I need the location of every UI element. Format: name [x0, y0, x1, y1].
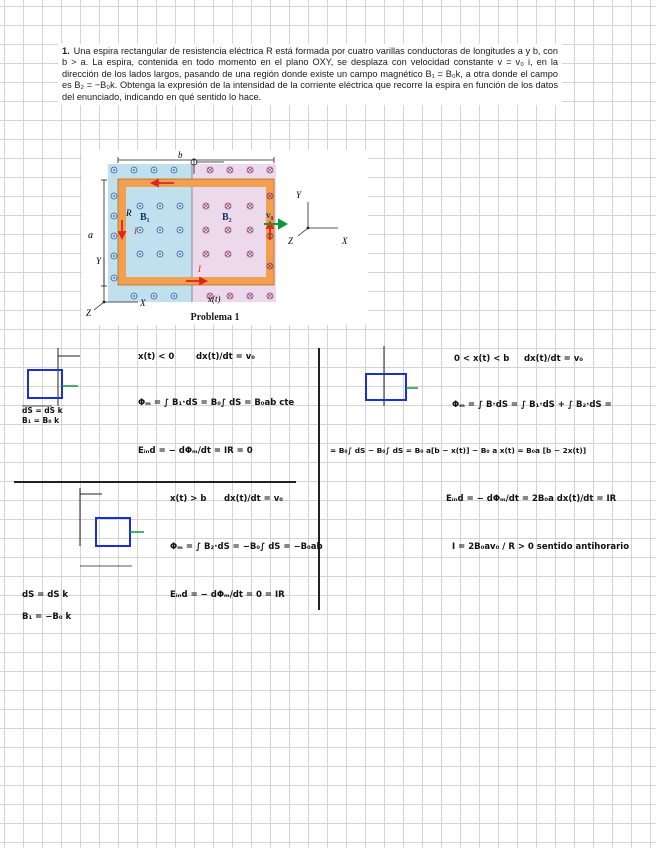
- loop-diagram: [82, 150, 368, 325]
- case3-b1: B₁ = −B₀ k: [22, 612, 72, 622]
- label-y-fig: Y: [96, 256, 102, 266]
- label-b: b: [178, 150, 183, 160]
- figure-caption: Problema 1: [190, 312, 240, 323]
- case3-sketch: [66, 484, 146, 574]
- label-i-left: I: [134, 226, 137, 236]
- label-b2: B₂: [222, 212, 232, 223]
- case3-rate: dx(t)/dt = v₀: [224, 494, 283, 504]
- label-xt: x(t): [208, 294, 221, 304]
- case1-rate: dx(t)/dt = v₀: [196, 352, 255, 362]
- label-r: R: [126, 208, 132, 218]
- case1-flux: Φₘ = ∫ B₁·dS = B₀∫ dS = B₀ab cte: [138, 398, 295, 408]
- case3-flux: Φₘ = ∫ B₂·dS = −B₀∫ dS = −B₀ab: [170, 542, 323, 552]
- case2-rate: dx(t)/dt = v₀: [524, 354, 583, 364]
- label-z-fig: Z: [86, 308, 92, 318]
- case1-condition: x(t) < 0: [138, 352, 175, 362]
- case1-ds: dS = dS k: [22, 406, 63, 415]
- label-x-axis: X: [342, 236, 348, 246]
- case2-current: I = 2B₀av₀ / R > 0 sentido antihorario: [452, 542, 630, 552]
- label-i-bottom: I: [198, 264, 201, 274]
- label-b1: B₁: [140, 212, 150, 223]
- case2-condition: 0 < x(t) < b: [454, 354, 510, 364]
- case2-emf: Eᵢₙd = − dΦₘ/dt = 2B₀a dx(t)/dt = IR: [446, 494, 617, 504]
- case3-emf: Eᵢₙd = − dΦₘ/dt = 0 = IR: [170, 590, 285, 600]
- case1-b1: B₁ = B₀ k: [22, 416, 60, 425]
- label-a: a: [88, 230, 93, 241]
- notes-divider-horizontal: [14, 481, 296, 483]
- problem-text: Una espira rectangular de resistencia eléctrica R está formada por cuatro varillas conductoras de longitudes a y b, con b > a. La espira, contenida en todo momento en el plano OXY, se desplaza con velocidad constante v = v₀ i, en la dirección de los lados largos, pasando de una región donde existe un campo magnético B₁ = B₀k, a otra donde el campo es B₂ = −B₀k. Obtenga la expresión de la intensidad de la corriente eléctrica que recorre la espira en función de los datos del enunciado, indicando en qué sentido lo hace.: [62, 46, 558, 102]
- problem-number: 1.: [62, 46, 70, 56]
- problem-statement: [58, 44, 562, 105]
- problem-figure: [82, 150, 368, 325]
- case2-flux: Φₘ = ∫ B·dS = ∫ B₁·dS + ∫ B₂·dS =: [452, 400, 612, 410]
- case1-emf: Eᵢₙd = − dΦₘ/dt = IR = 0: [138, 446, 253, 456]
- label-z-axis: Z: [288, 236, 294, 246]
- case2-flux-expansion: = B₀∫ dS − B₀∫ dS = B₀ a[b − x(t)] − B₀ a x(t) = B₀a [b − 2x(t)]: [330, 446, 587, 455]
- label-y-axis: Y: [296, 190, 302, 200]
- notes-divider-vertical: [318, 348, 320, 610]
- label-x-fig: X: [140, 298, 146, 308]
- label-v0: v₀: [266, 210, 274, 220]
- case3-condition: x(t) > b: [170, 494, 207, 504]
- case2-sketch: [340, 344, 420, 414]
- case3-ds: dS = dS k: [22, 590, 69, 600]
